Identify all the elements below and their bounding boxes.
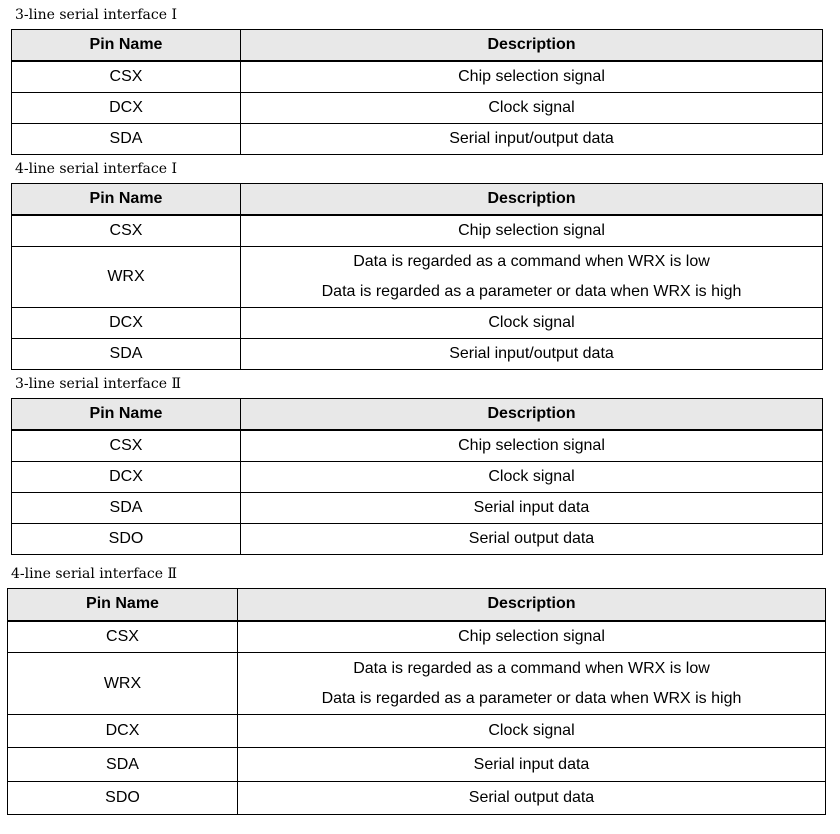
table-row: [12, 246, 823, 307]
pin-name-cell: DCX: [12, 307, 241, 338]
description-line: Chip selection signal: [458, 436, 605, 454]
header-description: Description: [238, 589, 826, 621]
description-line: Serial output data: [468, 789, 595, 806]
description-cell: [241, 430, 823, 462]
header-description: Description: [241, 30, 823, 61]
section-caption: 4-line serial interface Ⅱ: [11, 566, 177, 582]
description-cell: [238, 653, 826, 715]
table-row: [8, 782, 826, 815]
description-cell: [241, 92, 823, 123]
table-header-row: [8, 589, 826, 621]
table-row: [12, 430, 823, 462]
table-row: [8, 653, 826, 715]
header-pin-name: Pin Name: [12, 30, 241, 61]
pin-table: [11, 183, 823, 370]
description-cell: [241, 123, 823, 154]
description-cell: [238, 621, 826, 653]
table-row: [12, 92, 823, 123]
table-header-row: [12, 184, 823, 215]
description-line: Data is regarded as a parameter or data when WRX is high: [321, 282, 742, 300]
section-caption: 4-line serial interface Ⅰ: [15, 161, 177, 177]
table-row: [12, 307, 823, 338]
pin-name-cell: SDA: [12, 338, 241, 369]
pin-name-cell: WRX: [8, 653, 238, 715]
pin-table: [11, 29, 823, 155]
description-line: Clock signal: [488, 467, 575, 485]
description-cell: [241, 492, 823, 523]
table-row: [12, 123, 823, 154]
description-cell: [238, 715, 826, 748]
pin-name-cell: DCX: [12, 92, 241, 123]
table-row: [8, 621, 826, 653]
pin-name-cell: SDO: [12, 523, 241, 554]
description-line: Serial input/output data: [449, 129, 614, 147]
description-cell: [241, 307, 823, 338]
description-line: Clock signal: [488, 98, 575, 116]
pin-table: [11, 398, 823, 555]
description-cell: [241, 338, 823, 369]
header-description: Description: [241, 399, 823, 430]
pin-table: [7, 588, 826, 815]
description-line: Data is regarded as a parameter or data when WRX is high: [321, 689, 742, 707]
header-pin-name: Pin Name: [12, 184, 241, 215]
header-pin-name: Pin Name: [12, 399, 241, 430]
table-row: [12, 338, 823, 369]
pin-name-cell: SDA: [8, 748, 238, 782]
description-cell: [241, 61, 823, 93]
pin-name-cell: CSX: [12, 61, 241, 93]
pin-name-cell: DCX: [12, 461, 241, 492]
description-line: Chip selection signal: [458, 221, 605, 239]
section-caption: 3-line serial interface Ⅰ: [15, 7, 177, 23]
table-row: [12, 461, 823, 492]
table-row: [12, 61, 823, 93]
description-cell: [241, 215, 823, 247]
description-line: Serial output data: [468, 529, 595, 547]
description-cell: [238, 748, 826, 782]
table-row: [12, 492, 823, 523]
description-line: Chip selection signal: [458, 67, 605, 85]
table-row: [12, 523, 823, 554]
header-description: Description: [241, 184, 823, 215]
description-cell: [241, 523, 823, 554]
table-row: [12, 215, 823, 247]
pin-name-cell: SDA: [12, 123, 241, 154]
description-line: Serial input data: [473, 498, 590, 516]
description-line: Serial input data: [473, 755, 590, 773]
table-row: [8, 748, 826, 782]
pin-name-cell: DCX: [8, 715, 238, 748]
pin-name-cell: CSX: [12, 215, 241, 247]
pin-name-cell: WRX: [12, 246, 241, 307]
description-line: Clock signal: [488, 313, 575, 331]
description-cell: [241, 246, 823, 307]
description-cell: [238, 782, 826, 815]
description-line: Data is regarded as a command when WRX is low: [353, 659, 710, 677]
table-header-row: [12, 30, 823, 61]
header-pin-name: Pin Name: [8, 589, 238, 621]
pin-name-cell: CSX: [8, 621, 238, 653]
pin-name-cell: CSX: [12, 430, 241, 462]
pin-name-cell: SDO: [8, 782, 238, 815]
section-caption: 3-line serial interface Ⅱ: [15, 376, 181, 392]
table-header-row: [12, 399, 823, 430]
description-line: Clock signal: [488, 722, 575, 739]
pin-name-cell: SDA: [12, 492, 241, 523]
table-row: [8, 715, 826, 748]
description-line: Chip selection signal: [458, 627, 605, 645]
description-line: Data is regarded as a command when WRX is low: [353, 252, 710, 270]
description-cell: [241, 461, 823, 492]
description-line: Serial input/output data: [449, 344, 614, 362]
